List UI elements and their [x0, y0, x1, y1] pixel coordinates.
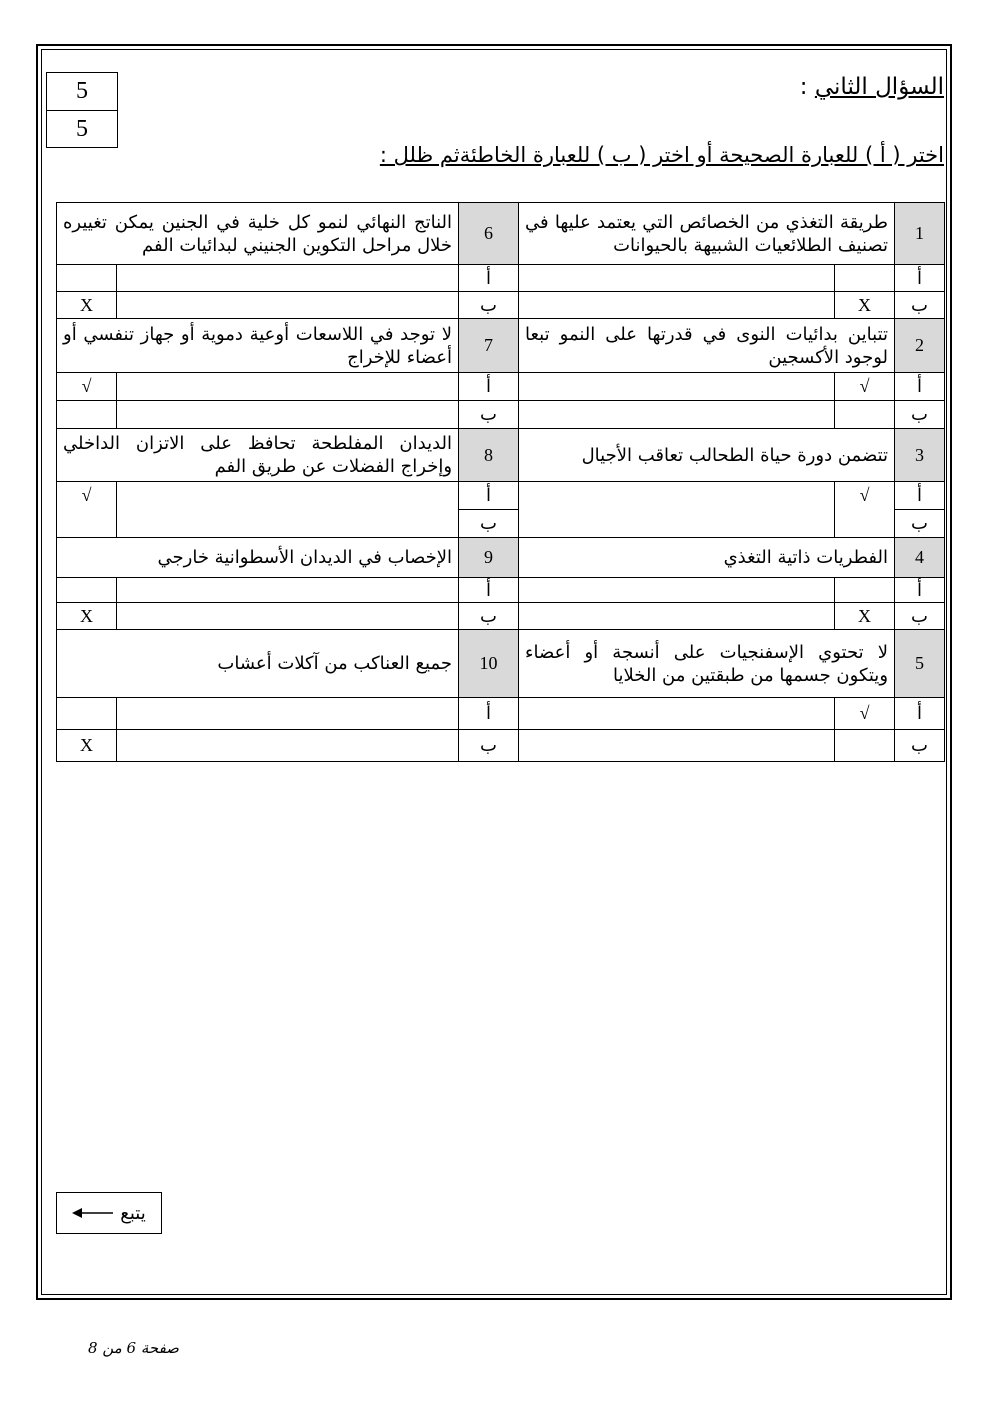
answer-cell[interactable] — [519, 482, 835, 538]
answer-row-b — [57, 292, 945, 319]
statement-number: 7 — [459, 319, 519, 373]
option-b-label: ب — [459, 401, 519, 429]
answer-a-cell[interactable] — [117, 698, 459, 730]
statement-number: 3 — [895, 429, 945, 482]
questions-table — [56, 202, 945, 762]
answer-row-b — [57, 730, 945, 762]
answer-a-cell[interactable] — [519, 698, 835, 730]
instruction-text: اختر ( أ ) للعبارة الصحيحة أو اختر ( ب ) للعبارة الخاطئةثم ظلل : — [379, 143, 944, 167]
answer-b-mark[interactable] — [835, 730, 895, 762]
answer-a-mark[interactable] — [57, 265, 117, 292]
statement-text: الديدان المفلطحة تحافظ على الاتزان الداخلي وإخراج الفضلات عن طريق الفم — [57, 429, 459, 482]
option-a-label: أ — [459, 578, 519, 603]
continue-label: يتبع — [120, 1202, 146, 1224]
option-a-label: أ — [895, 265, 945, 292]
answer-a-cell[interactable] — [519, 265, 835, 292]
answer-a-cell[interactable] — [117, 578, 459, 603]
answer-row-a — [57, 578, 945, 603]
score-box — [46, 72, 118, 148]
score-earned: 5 — [76, 116, 88, 142]
option-a-label: أ — [895, 698, 945, 730]
answer-b-cell[interactable] — [117, 292, 459, 319]
answer-a-mark[interactable] — [57, 698, 117, 730]
answer-a-mark[interactable] — [835, 578, 895, 603]
answer-b-cell[interactable] — [117, 401, 459, 429]
answer-a-cell[interactable] — [519, 578, 835, 603]
answer-a-mark[interactable]: √ — [835, 373, 895, 401]
question-title — [800, 74, 944, 100]
answer-row-b — [57, 603, 945, 630]
question-title-colon: : — [799, 74, 815, 100]
statement-text: جميع العناكب من آكلات أعشاب — [57, 630, 459, 698]
statement-number: 8 — [459, 429, 519, 482]
option-a-label: أ — [895, 373, 945, 401]
statement-row — [57, 203, 945, 265]
statement-row — [57, 630, 945, 698]
answer-b-mark[interactable]: X — [835, 603, 895, 630]
answer-row-a — [57, 698, 945, 730]
statement-text: الفطريات ذاتية التغذي — [519, 538, 895, 578]
answer-b-cell[interactable] — [117, 603, 459, 630]
answer-a-cell[interactable] — [117, 373, 459, 401]
answer-mark[interactable]: √ — [835, 482, 895, 538]
option-b-label: ب — [895, 603, 945, 630]
answer-a-mark[interactable]: √ — [835, 698, 895, 730]
option-a-label: أ — [459, 482, 519, 510]
option-a-label: أ — [895, 482, 945, 510]
statement-number: 2 — [895, 319, 945, 373]
statement-row — [57, 538, 945, 578]
option-b-label: ب — [459, 510, 519, 538]
statement-number: 10 — [459, 630, 519, 698]
option-b-label: ب — [895, 401, 945, 429]
answer-row-a — [57, 373, 945, 401]
arrow-left-icon — [72, 1207, 114, 1219]
answer-row-b — [57, 401, 945, 429]
answer-b-cell[interactable] — [519, 292, 835, 319]
statement-number: 5 — [895, 630, 945, 698]
option-b-label: ب — [895, 292, 945, 319]
answer-a-cell[interactable] — [519, 373, 835, 401]
statement-text: الناتج النهائي لنمو كل خلية في الجنين يمكن تغييره خلال مراحل التكوين الجنيني لبدائيات الفم — [57, 203, 459, 265]
answer-a-mark[interactable] — [835, 265, 895, 292]
option-b-label: ب — [895, 510, 945, 538]
answer-b-mark[interactable] — [835, 401, 895, 429]
option-a-label: أ — [459, 265, 519, 292]
answer-b-cell[interactable] — [519, 730, 835, 762]
answer-b-cell[interactable] — [519, 603, 835, 630]
statement-text: لا تحتوي الإسفنجيات على أنسجة أو أعضاء ويتكون جسمها من طبقتين من الخلايا — [519, 630, 895, 698]
page-number: صفحة 6 من 8 — [88, 1339, 179, 1357]
answer-a-mark[interactable] — [57, 578, 117, 603]
answer-b-mark[interactable]: X — [57, 603, 117, 630]
answer-b-mark[interactable]: X — [57, 292, 117, 319]
statement-number: 9 — [459, 538, 519, 578]
score-total: 5 — [47, 73, 117, 111]
answer-a-cell[interactable] — [117, 265, 459, 292]
option-a-label: أ — [459, 373, 519, 401]
option-a-label: أ — [459, 698, 519, 730]
statement-text: لا توجد في اللاسعات أوعية دموية أو جهاز تنفسي أو أعضاء للإخراج — [57, 319, 459, 373]
statement-number: 1 — [895, 203, 945, 265]
statement-number: 4 — [895, 538, 945, 578]
answer-cell[interactable] — [117, 482, 459, 538]
statement-text: طريقة التغذي من الخصائص التي يعتمد عليها في تصنيف الطلائعيات الشبيهة بالحيوانات — [519, 203, 895, 265]
answer-b-cell[interactable] — [117, 730, 459, 762]
option-a-label: أ — [895, 578, 945, 603]
option-b-label: ب — [459, 730, 519, 762]
answer-row-a — [57, 265, 945, 292]
option-b-label: ب — [895, 730, 945, 762]
statement-text: الإخصاب في الديدان الأسطوانية خارجي — [57, 538, 459, 578]
answer-b-mark[interactable]: X — [57, 730, 117, 762]
answer-mark[interactable]: √ — [57, 482, 117, 538]
statement-number: 6 — [459, 203, 519, 265]
answer-b-cell[interactable] — [519, 401, 835, 429]
statement-text: تتضمن دورة حياة الطحالب تعاقب الأجيال — [519, 429, 895, 482]
answer-row-a — [57, 482, 945, 510]
statement-row — [57, 429, 945, 482]
continue-box — [56, 1192, 162, 1234]
statement-text: تتباين بدائيات النوى في قدرتها على النمو تبعا لوجود الأكسجين — [519, 319, 895, 373]
statement-row — [57, 319, 945, 373]
answer-b-mark[interactable] — [57, 401, 117, 429]
option-b-label: ب — [459, 603, 519, 630]
question-title-text: السؤال الثاني — [814, 74, 944, 100]
answer-b-mark[interactable]: X — [835, 292, 895, 319]
answer-a-mark[interactable]: √ — [57, 373, 117, 401]
option-b-label: ب — [459, 292, 519, 319]
